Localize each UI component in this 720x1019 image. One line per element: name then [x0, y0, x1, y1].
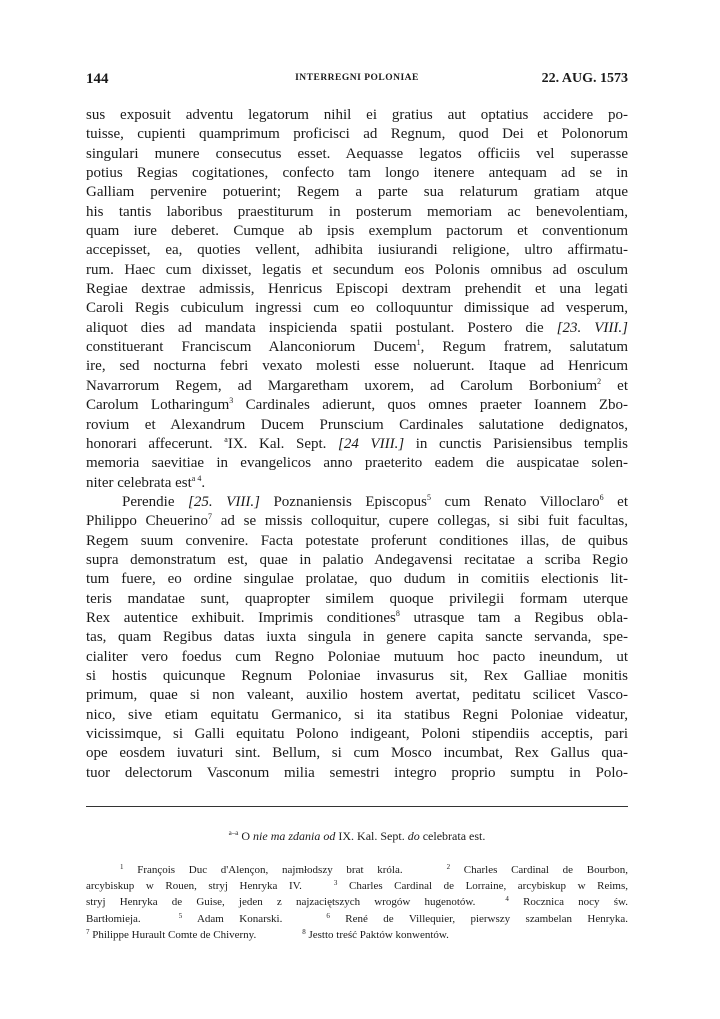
page-header [86, 71, 628, 91]
text-line: Rex autentice exhibuit. Imprimis conditiones$^8$ utrasque tam a Regibus obla- [86, 608, 628, 626]
text-line: si hostis quicunque Regnum Poloniae invasurus sit, Rex Galliae monitis [86, 667, 628, 684]
footnote-ref[interactable]: 2 [597, 376, 602, 386]
footnote-2: Charles Cardinal de Bourbon, [463, 864, 628, 876]
text-line: Regiae dextrae admissis, Henricus Episcopi dextram prehendit et una legati [86, 281, 628, 298]
footnote-divider [86, 806, 628, 807]
text-line: primum, quae si non valeant, auxilio hostem avertat, peditatu scilicet Vasco- [86, 687, 628, 704]
footnote-4: Rocznica nocy św. [523, 896, 628, 909]
text-line: potius Regias cogitationes, confecto tam longo itenere antequam ad se in [86, 165, 628, 182]
page-number: 144 [86, 71, 109, 87]
footnote-ref[interactable]: 8 [395, 608, 400, 618]
text-line: niter celebrata est$^{a 4}$. [86, 473, 206, 491]
footnote-7: Philippe Hurault Comte de Chiverny. [92, 928, 257, 941]
text-line: Carolum Lotharingum$^3$ Cardinales adierunt, quos omnes praeter Ioannem Zbo- [86, 396, 628, 414]
footnote-line: arcybiskup w Rouen, stryj Henryka IV. $^3$ Charles Cardinal de Lorraine, arcybiskup w Reims, [86, 879, 628, 893]
variant-ref[interactable]: a [224, 434, 228, 444]
footnote-line: $^7$ Philippe Hurault Comte de Chiverny. $^8$ Jestto treść Paktów konwentów. [86, 927, 449, 941]
text-line: Galliam pervenire potuerint; Regem a parte sua relaturum gratiam atque [86, 184, 628, 201]
text-line: Regem suum convenire. Facta potestate proferunt conditiones illas, de quibus [86, 532, 628, 549]
body-text [86, 106, 628, 783]
footnote-line: $^1$ François Duc d'Alençon, najmłodszy brat króla. $^2$ Charles Cardinal de Bourbon, [120, 863, 628, 876]
header-date: 22. AUG. 1573 [541, 71, 628, 86]
footnote-1: François Duc d'Alençon, najmłodszy brat króla. [137, 864, 403, 876]
footnote-5: Adam Konarski. [196, 912, 283, 925]
text-line: sus exposuit adventu legatorum nihil ei gratius aut optatius accidere po- [86, 107, 628, 123]
footnote-6: René de Villequier, pierwszy szambelan Henryka. [345, 912, 628, 925]
text-line: rum. Haec cum dixisset, legatis et secundum eos Polonis omnibus ad osculum [86, 261, 628, 278]
footnote-ref[interactable]: a 4 [191, 473, 202, 483]
text-line: teris mandatae sunt, quapropter similem quoque privilegii formam uterque [86, 590, 628, 607]
text-line: vicissimque, si Galli equitatu Polono indigeant, Poloni stipendiis acceptis, pari [86, 726, 628, 742]
text-line: Perendie [25. VIII.] Poznaniensis Episcopus$^5$ cum Renato Villoclaro$^6$ et [122, 492, 628, 510]
text-line: honorari affecerunt. $^a$IX. Kal. Sept. [24 VIII.] in cunctis Parisiensibus templis [86, 434, 629, 452]
footnote-ref[interactable]: 6 [599, 492, 604, 502]
footnote-8: Jestto treść Paktów konwentów. [308, 928, 449, 941]
text-line: rovium et Alexandrum Ducem Prunscium Cardinales salutatione dedignatos, [86, 416, 628, 433]
variant-note: $^{a-a}$ O nie ma zdania od IX. Kal. Sept. do celebrata est. [228, 829, 486, 843]
footnote-line: stryj Henryka de Guise, jeden z najzaciętszych wrogów hugenotów. $^4$ Rocznica nocy św. [86, 895, 628, 909]
footnote-ref[interactable]: 5 [427, 492, 431, 502]
text-line: tum fuere, eo ordine singulae prolatae, quo dudum in comitiis electionis lit- [86, 571, 628, 588]
footnote-3: Charles Cardinal de Lorraine, arcybiskup w Reims, [349, 880, 628, 893]
text-line: Philippo Cheuerino$^7$ ad se missis colloquitur, cupere collegas, si sibi fuit facultas, [86, 512, 629, 530]
date-marginal: [23. VIII.] [556, 319, 628, 336]
text-line: tuisse, cupienti quamprimum proficisci ad Regnum, quod Dei et Polonorum [86, 126, 628, 143]
text-line: quam iure deberet. Cumque ab ipsis exemplum pactorum et conventionum [86, 223, 628, 240]
text-line: tas, quam Regibus datas iuxta singula in genere capita sancte servanda, spe- [86, 629, 628, 646]
variant-mark: a–a [228, 829, 239, 837]
text-line: Caroli Regis cubiculum ingressi cum eo colloquuntur dimissique ad vesperum, [86, 300, 628, 317]
footnote-ref[interactable]: 3 [229, 396, 234, 406]
text-line: Navarrorum Regem, ad Margaretham uxorem, ad Carolum Borbonium$^2$ et [86, 376, 628, 394]
date-marginal: [24 VIII.] [338, 435, 405, 452]
running-title: INTERREGNI POLONIAE [295, 73, 419, 83]
text-line: memoria saevitiae in evangelicos anno praeterito eadem die auspicatae solen- [86, 455, 628, 472]
text-line: cialiter vero foedus cum Regno Poloniae mutuum hoc pacto ineundum, ut [86, 648, 628, 665]
date-marginal: [25. VIII.] [188, 493, 260, 510]
footnote-ref[interactable]: 7 [208, 512, 213, 522]
text-line: accepisset, ea, quoties vellent, adhibita iusiurandi religione, ultro affirmatu- [86, 242, 628, 259]
text-line: singulari munere consecutus esset. Aequasse legatos officiis vel superasse [86, 145, 628, 162]
text-line: ope eosdem iuvaturi sint. Bellum, si cum Mosco incumbat, Rex Gallus qua- [86, 745, 628, 762]
text-line: nico, sive etiam equitatu Germanico, si ita statibus Regni Poloniae videatur, [86, 706, 628, 723]
text-line: ire, sed nocturna febri vexato molesti esse noluerunt. Itaque ad Henricum [86, 358, 628, 375]
footnote-ref[interactable]: 1 [416, 338, 421, 348]
footnotes [86, 862, 628, 943]
text-line: his tantis laboribus praestiturum in posterum memoriam ac benevolentiam, [86, 203, 628, 220]
text-line: supra demonstratum est, quae in palatio Andegavensi recitatae a scriba Regio [86, 551, 628, 568]
text-line: tuor delectorum Vasconum milia semestri integro proprio sumptu in Polo- [86, 764, 628, 781]
footnote-line: Bartłomieja. $^5$ Adam Konarski. $^6$ René de Villequier, pierwszy szambelan Henryka. [86, 911, 628, 925]
text-line: constituerant Franciscum Alanconiorum Ducem$^1$, Regum fratrem, salutatum [86, 338, 628, 356]
text-line: aliquot dies ad mandata inspicienda spatii postulant. Postero die [23. VIII.] [86, 319, 628, 336]
